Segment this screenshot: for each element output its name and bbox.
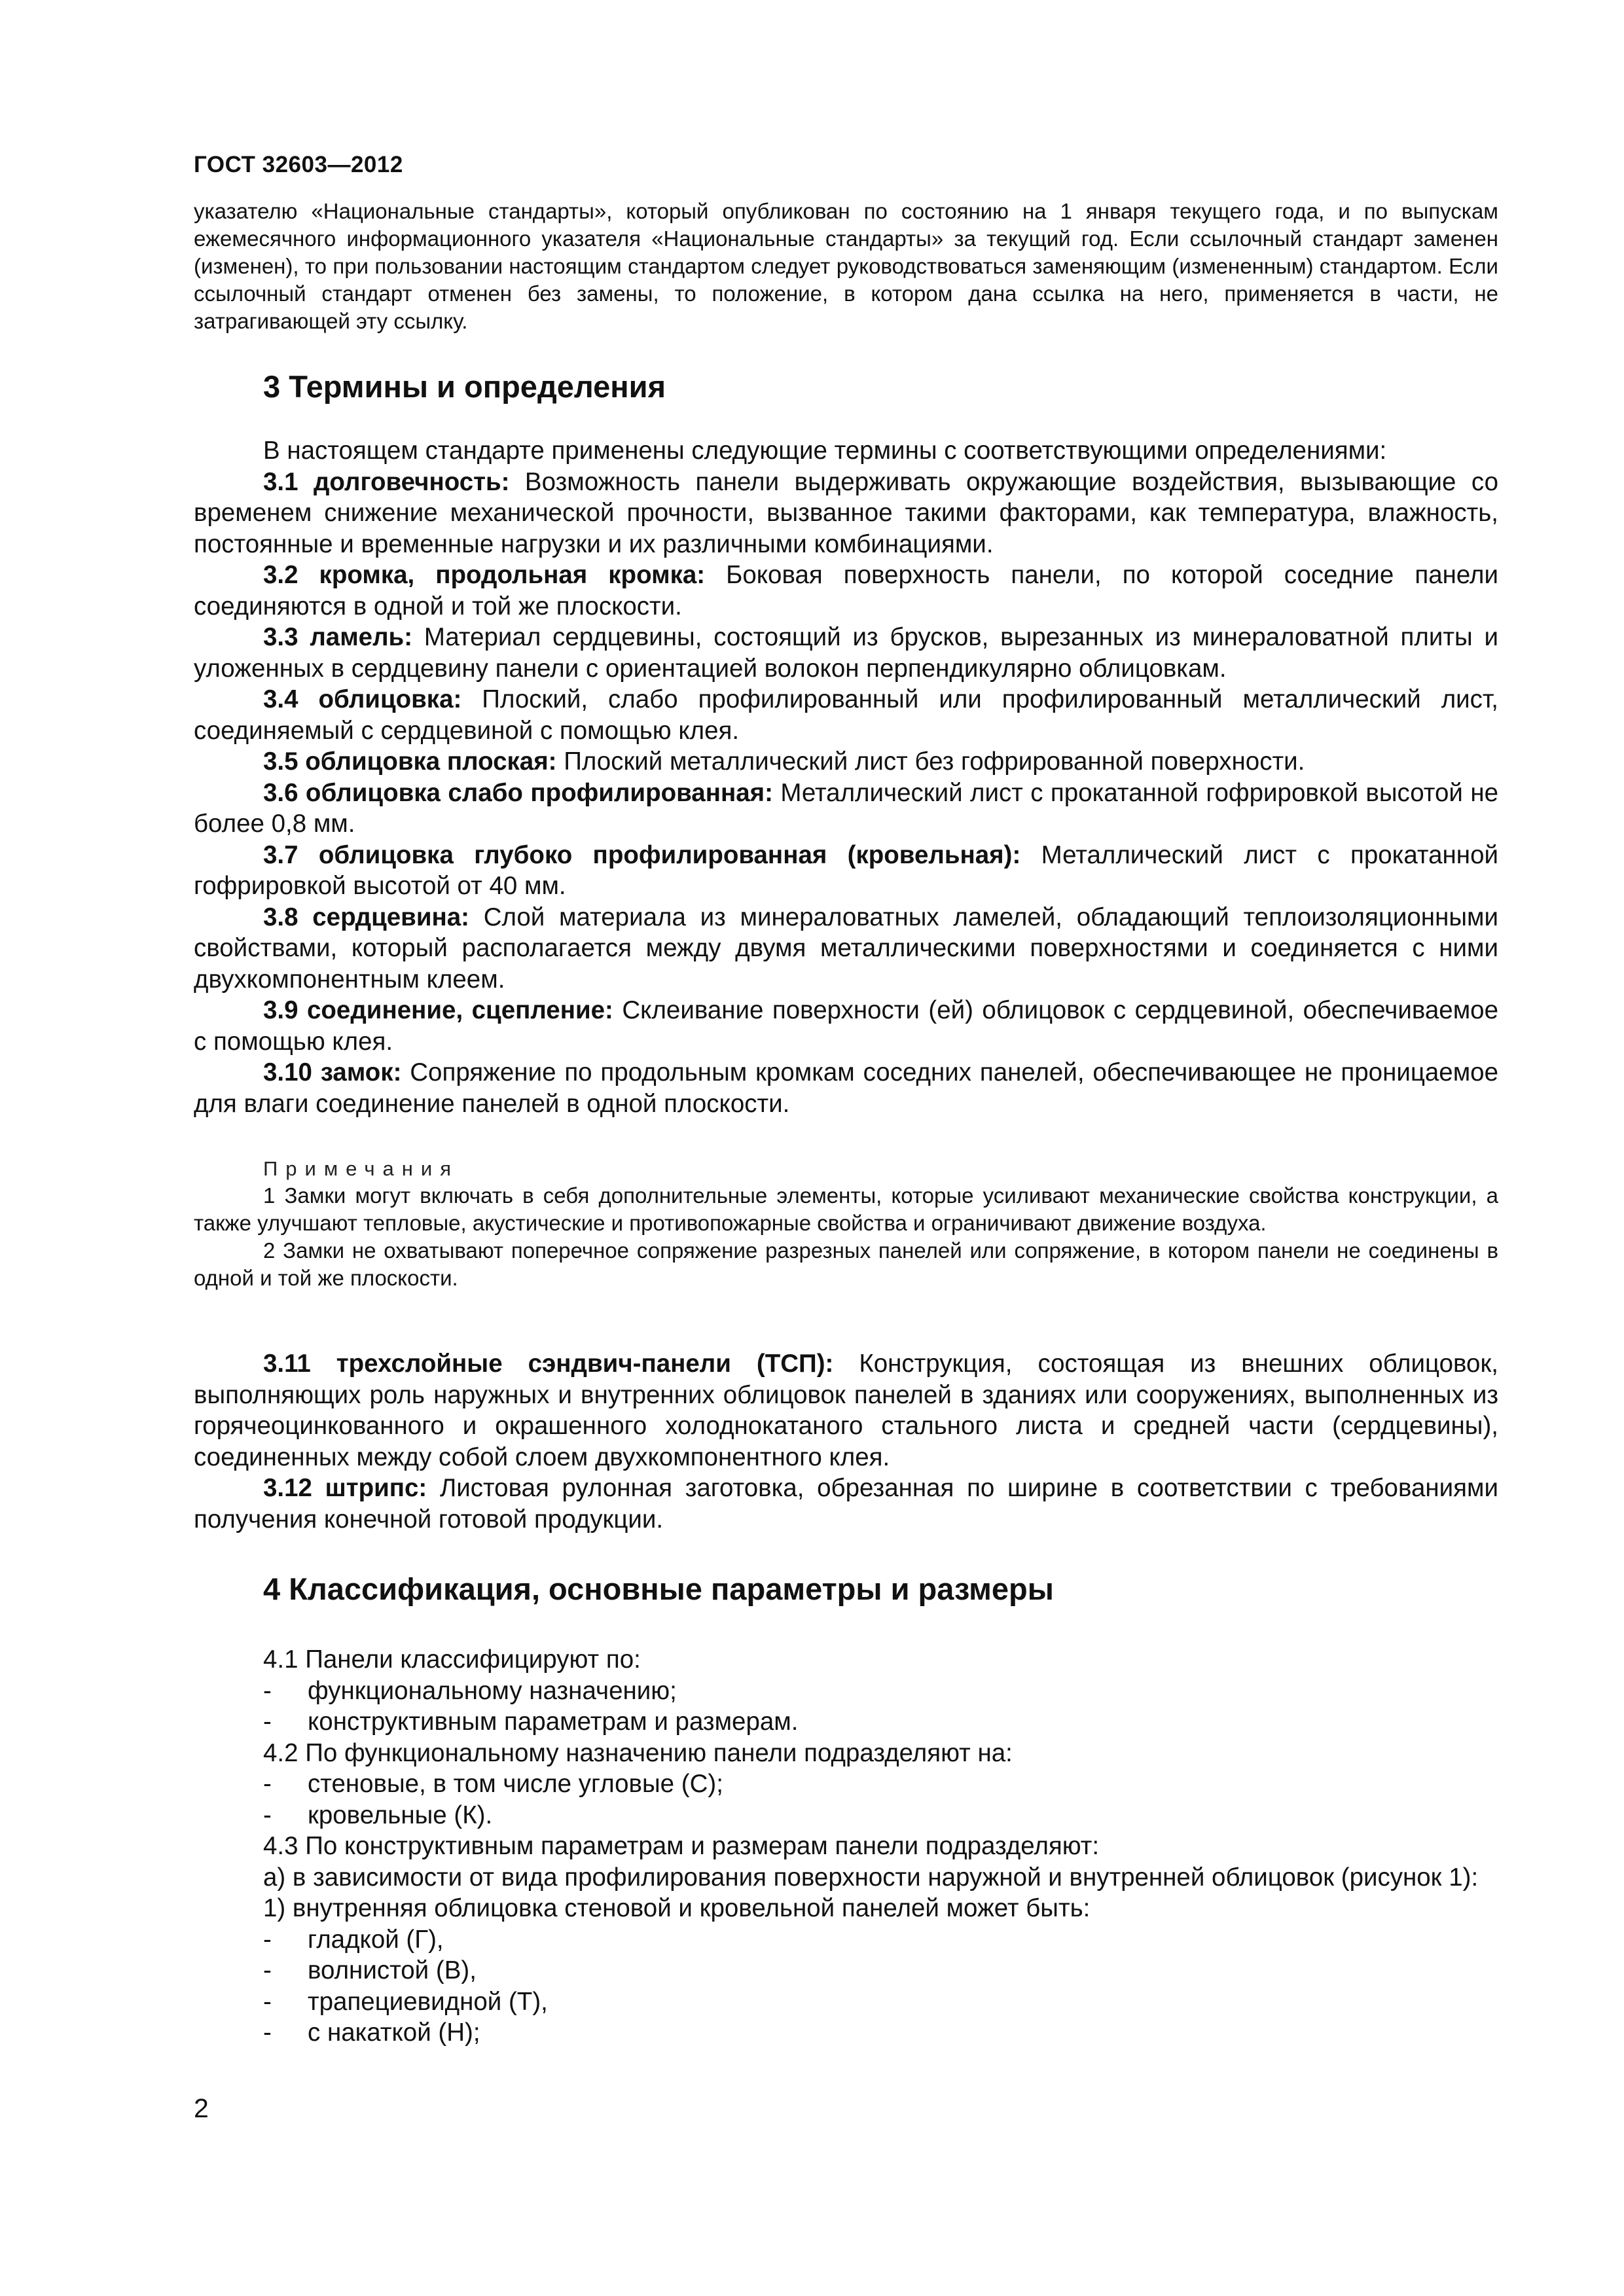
clause-4-2: 4.2 По функциональному назначению панели подразделяют на:	[263, 1738, 1013, 1767]
section-4	[194, 1571, 1498, 1607]
clause-4-3: 4.3 По конструктивным параметрам и размерам панели подразделяют:	[263, 1832, 1100, 1860]
term-3-9	[194, 995, 1498, 1057]
term-3-12	[194, 1473, 1498, 1535]
term-definition: Металлический лист с прокатанной гофрировкой высотой от 40 мм.	[194, 840, 1498, 900]
term-name: 3.10 замок:	[263, 1058, 402, 1086]
section-3-heading: 3 Термины и определения	[263, 369, 666, 404]
clause-4-3-a-1: 1) внутренняя облицовка стеновой и кровельной панелей может быть:	[263, 1894, 1091, 1922]
dash-marker: -	[263, 1676, 272, 1705]
term-name: 3.5 облицовка плоская:	[263, 747, 557, 776]
term-3-8	[194, 902, 1498, 996]
term-definition: Материал сердцевины, состоящий из брусков, вырезанных из минераловатной плиты и уложенных в сердцевину панели с ориентацией волокон перпендикулярно облицовкам.	[194, 623, 1498, 683]
term-name: 3.4 облицовка:	[263, 685, 462, 713]
term-3-11	[194, 1348, 1498, 1473]
term-3-4	[194, 684, 1498, 746]
intro-paragraph: указателю «Национальные стандарты», который опубликован по состоянию на 1 января текущего года, и по выпускам ежемесячного информационного указателя «Национальные стандарты» за текущий год. Если ссылочный стандарт заменен (изменен), то при пользовании настоящим стандартом следует руководствоваться заменяющим (измененным) стандартом. Если ссылочный стандарт отменен без замены, то положение, в котором дана ссылка на него, применяется в части, не затрагивающей эту ссылку.	[194, 199, 1498, 333]
term-definition: Склеивание поверхности (ей) облицовок с сердцевиной, обеспечиваемое с помощью клея.	[194, 996, 1498, 1056]
section-3	[194, 368, 1498, 404]
list-item: - функциональному назначению;	[194, 1676, 1498, 1707]
note-1: 1 Замки могут включать в себя дополнительные элементы, которые усиливают механические свойства конструкции, а также улучшают тепловые, акустические и противопожарные свойства и ограничивают движение воздуха.	[194, 1183, 1498, 1235]
clause-4-1: 4.1 Панели классифицируют по:	[263, 1645, 641, 1674]
term-definition: Возможность панели выдерживать окружающие воздействия, вызывающие со временем снижение механической прочности, вызванное такими факторами, как температура, влажность, постоянные и временные нагрузки и их различными комбинациями.	[194, 467, 1498, 558]
list-item: - трапециевидной (Т),	[194, 1986, 1498, 2018]
clause-4-3-a: а) в зависимости от вида профилирования поверхности наружной и внутренней облицовок (рисунок 1):	[263, 1863, 1479, 1892]
notes-heading: Примечания	[263, 1157, 459, 1180]
section-4-body	[194, 1644, 1498, 2049]
term-name: 3.1 долговечность:	[263, 467, 510, 496]
section-3-terms	[194, 435, 1498, 1119]
list-item: - стеновые, в том числе угловые (С);	[194, 1768, 1498, 1800]
dash-marker: -	[263, 1987, 272, 2016]
term-definition: Боковая поверхность панели, по которой соседние панели соединяются в одной и той же плоскости.	[194, 561, 1499, 620]
term-name: 3.9 соединение, сцепление:	[263, 996, 613, 1024]
term-definition: Плоский, слабо профилированный или профилированный металлический лист, соединяемый с сердцевиной с помощью клея.	[194, 685, 1498, 745]
section-3-terms-continued	[194, 1348, 1498, 1535]
term-name: 3.7 облицовка глубоко профилированная (кровельная):	[263, 840, 1021, 869]
term-definition: Металлический лист с прокатанной гофрировкой высотой не более 0,8 мм.	[194, 778, 1498, 838]
term-3-6	[194, 778, 1498, 840]
term-definition: Слой материала из минераловатных ламелей, обладающий теплоизоляционными свойствами, который располагается между двумя металлическими поверхностями и соединяется с ними двухкомпонентным клеем.	[194, 903, 1498, 994]
term-3-10	[194, 1057, 1498, 1119]
term-3-1	[194, 467, 1498, 560]
term-3-2	[194, 560, 1498, 622]
dash-marker: -	[263, 1925, 272, 1954]
note-2: 2 Замки не охватывают поперечное сопряжение разрезных панелей или сопряжение, в котором панели не соединены в одной и той же плоскости.	[194, 1238, 1498, 1290]
list-item: - кровельные (К).	[194, 1800, 1498, 1831]
section-4-heading: 4 Классификация, основные параметры и размеры	[263, 1571, 1054, 1606]
dash-marker: -	[263, 1956, 272, 1984]
term-definition: Конструкция, состоящая из внешних облицовок, выполняющих роль наружных и внутренних облицовок панелей в зданиях или сооружениях, выполненных из горячеоцинкованного и окрашенного холоднокатаного стального листа и средней части (сердцевины), соединенных между собой слоем двухкомпонентного клея.	[194, 1350, 1498, 1471]
term-name: 3.2 кромка, продольная кромка:	[263, 561, 706, 589]
dash-marker: -	[263, 1801, 272, 1829]
term-definition: Листовая рулонная заготовка, обрезанная по ширине в соответствии с требованиями получения конечной готовой продукции.	[194, 1474, 1498, 1534]
term-3-7	[194, 840, 1498, 902]
intro-paragraph-block	[194, 198, 1498, 335]
term-name: 3.11 трехслойные сэндвич-панели (ТСП):	[263, 1350, 834, 1378]
list-item: - конструктивным параметрам и размерам.	[194, 1706, 1498, 1738]
list-item: - волнистой (В),	[194, 1955, 1498, 1986]
section-3-lead: В настоящем стандарте применены следующие термины с соответствующими определениями:	[263, 437, 1387, 465]
list-item: - гладкой (Г),	[194, 1924, 1498, 1956]
dash-marker: -	[263, 2018, 272, 2047]
notes-block	[194, 1156, 1498, 1292]
dash-marker: -	[263, 1770, 272, 1798]
page-number: 2	[194, 2093, 209, 2123]
term-name: 3.12 штрипс:	[263, 1474, 427, 1502]
term-3-3	[194, 622, 1498, 684]
term-definition: Плоский металлический лист без гофрированной поверхности.	[556, 747, 1305, 776]
term-3-5	[194, 746, 1498, 778]
dash-marker: -	[263, 1708, 272, 1736]
document-code: ГОСТ 32603—2012	[194, 152, 403, 177]
list-item: - с накаткой (Н);	[194, 2017, 1498, 2049]
term-name: 3.8 сердцевина:	[263, 903, 469, 931]
term-definition: Сопряжение по продольным кромкам соседних панелей, обеспечивающее не проницаемое для влаги соединение панелей в одной плоскости.	[194, 1058, 1498, 1118]
term-name: 3.3 ламель:	[263, 623, 413, 651]
term-name: 3.6 облицовка слабо профилированная:	[263, 778, 773, 807]
